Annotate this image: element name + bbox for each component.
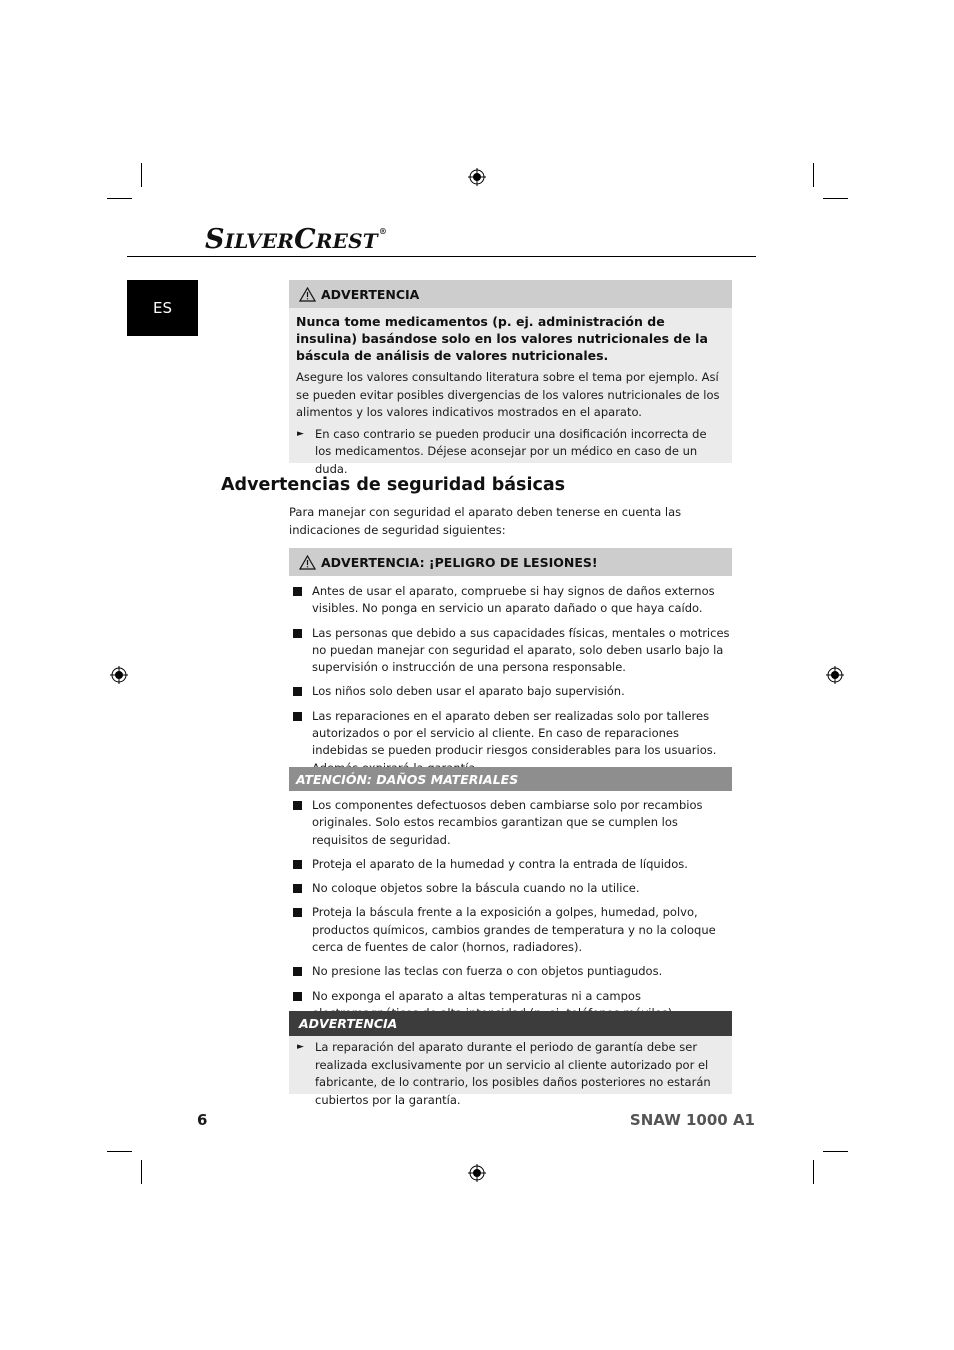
section-title: Advertencias de seguridad básicas [221, 475, 566, 495]
warning-box-injury [289, 548, 732, 576]
square-bullet-icon [289, 963, 312, 980]
registration-mark-icon [468, 1164, 486, 1182]
material-list [289, 797, 735, 1029]
square-bullet-icon [289, 856, 312, 873]
crop-mark [141, 1160, 142, 1184]
warning-header [289, 1011, 732, 1036]
arrow-right-icon: ► [297, 1042, 304, 1052]
crop-mark [823, 1151, 848, 1152]
list-item: No exponga el aparato a altas temperaturas ni a campos [289, 988, 735, 1023]
list-item: Los componentes defectuosos deben cambiarse solo por recambios originales. Solo estos recambios garantizan que se cumplen los requisitos de seguridad. [289, 797, 735, 849]
list-item: Las reparaciones en el aparato deben ser realizadas solo por talleres autorizados o por el servicio al cliente. En caso de reparaciones indebidas se pueden producir riesgos considerables para los usuarios. [289, 708, 735, 777]
model-name: SNAW 1000 A1 [629, 1111, 755, 1129]
section-intro: Para manejar con seguridad el aparato deben tenerse en cuenta las indicaciones de seguridad siguientes: [289, 505, 682, 537]
warning-header-text: ADVERTENCIA: ¡PELIGRO DE LESIONES! [321, 554, 598, 570]
silvercrest-logo: SILVERCREST® [205, 224, 388, 255]
attention-header [289, 767, 732, 791]
attention-box-material-damage [289, 767, 732, 791]
warning-bold-text: Nunca tome medicamentos (p. ej. administración de insulina) basándose solo en los valores nutricionales de la báscula de análisis de valores nutricionales. [296, 314, 708, 363]
warning-triangle-icon [299, 555, 316, 570]
registration-mark-icon [826, 666, 844, 684]
arrow-list-item [296, 426, 725, 479]
attention-header-text: ATENCIÓN: DAÑOS MATERIALES [296, 771, 519, 787]
list-item: Antes de usar el aparato, compruebe si hay signos de daños externos visibles. No ponga en servicio un aparato dañado o que haya caído. [289, 583, 735, 618]
square-bullet-icon [289, 880, 312, 897]
warning-triangle-icon [299, 287, 316, 302]
square-bullet-icon [289, 583, 312, 618]
warning-box-warranty [289, 1011, 732, 1107]
page-number: 6 [197, 1111, 208, 1129]
warning-box-medication [289, 280, 732, 476]
crop-mark [823, 198, 848, 199]
list-item: No presione las teclas con fuerza o con objetos puntiagudos. [289, 963, 735, 980]
list-item: Proteja la báscula frente a la exposición a golpes, humedad, polvo, productos químicos, cambios grandes de temperatura y no la coloque cerca de fuentes de calor (hornos, radiadores). [289, 904, 735, 956]
warning-header-text: ADVERTENCIA [299, 1016, 398, 1031]
registration-mark-icon [468, 168, 486, 186]
list-item: No coloque objetos sobre la báscula cuando no la utilice. [289, 880, 735, 897]
list-item: Los niños solo deben usar el aparato bajo supervisión. [289, 683, 735, 700]
square-bullet-icon [289, 904, 312, 956]
square-bullet-icon [289, 625, 312, 677]
registration-mark-icon [110, 666, 128, 684]
crop-mark [141, 163, 142, 187]
warning-header [289, 280, 732, 308]
arrow-right-icon: ► [297, 428, 304, 439]
crop-mark [107, 1151, 132, 1152]
header-rule [127, 256, 756, 257]
arrow-list-item [296, 1039, 725, 1109]
warning-paragraph: Asegure los valores consultando literatura sobre el tema por ejemplo. Así se pueden evitar posibles divergencias de los valores nutricionales de los alimentos y los valores indicativos mostrados en el aparato. [296, 370, 720, 419]
list-item: Proteja el aparato de la humedad y contra la entrada de líquidos. [289, 856, 735, 873]
square-bullet-icon [289, 683, 312, 700]
crop-mark [813, 163, 814, 187]
arrow-item-text: En caso contrario se pueden producir una dosificación incorrecta de los medicamentos. Déjese aconsejar por un médico en caso de un duda. [315, 426, 707, 476]
warning-header-text: ADVERTENCIA [321, 286, 420, 302]
crop-mark [107, 198, 132, 199]
arrow-item-text: La reparación del aparato durante el periodo de garantía debe ser realizada exclusivamente por un servicio al cliente autorizado por el fabricante, de lo contrario, los posibles daños posteriores no estarán cubiertos por la garantía. [315, 1040, 711, 1107]
crop-mark [813, 1160, 814, 1184]
warning-header [289, 548, 732, 576]
list-item: Las personas que debido a sus capacidades físicas, mentales o motrices no puedan manejar con seguridad el aparato, solo deben usarlo bajo la supervisión o instrucción de una persona responsable. [289, 625, 735, 677]
language-tab: ES [127, 280, 198, 336]
injury-list [289, 583, 735, 784]
square-bullet-icon [289, 797, 312, 849]
